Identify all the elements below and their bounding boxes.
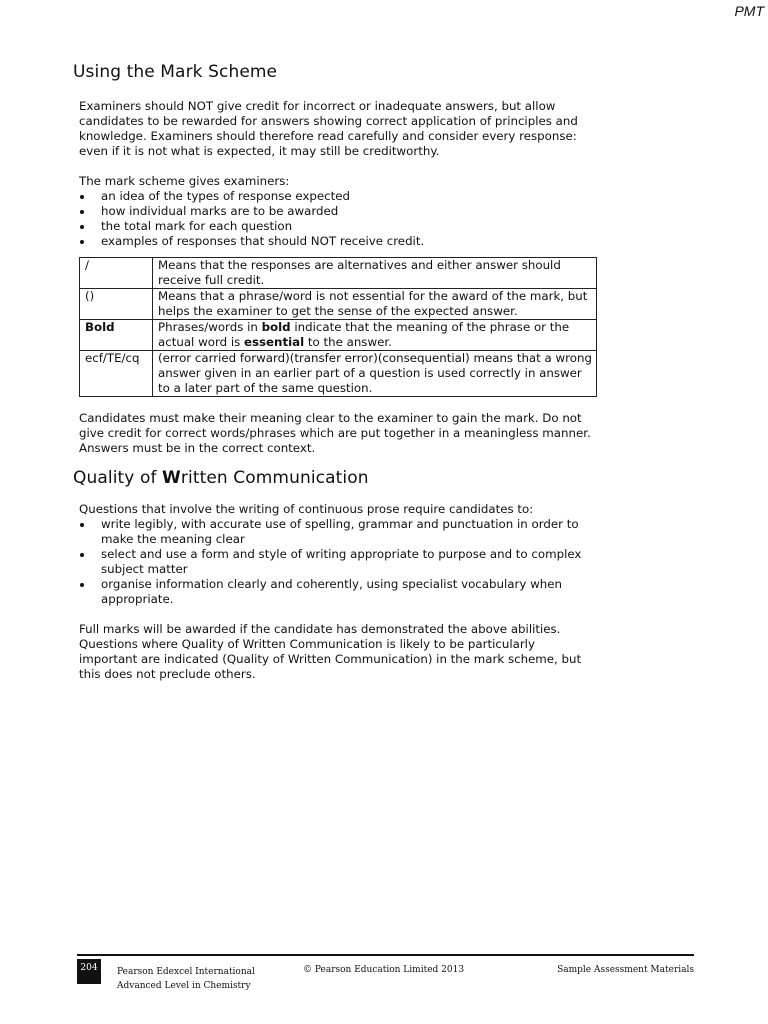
page-footer bbox=[77, 954, 694, 991]
heading-text: Quality of bbox=[73, 468, 163, 488]
symbols-table bbox=[79, 257, 597, 397]
meaning-text: to the answer. bbox=[304, 335, 392, 349]
mark-scheme-intro: The mark scheme gives examiners: bbox=[79, 174, 290, 188]
table-row bbox=[80, 258, 597, 289]
page-content bbox=[73, 62, 593, 682]
list-item: select and use a form and style of writing appropriate to purpose and to complex subject matter bbox=[79, 547, 593, 577]
table-row bbox=[80, 320, 597, 351]
meaning-cell: (error carried forward)(transfer error)(consequential) means that a wrong answer given in an earlier part of a question is used correctly in answer to a later part of the same question. bbox=[153, 351, 597, 397]
publisher-block bbox=[117, 965, 255, 993]
section-heading-qwc bbox=[73, 468, 593, 488]
qwc-intro: Questions that involve the writing of continuous prose require candidates to: bbox=[79, 502, 534, 516]
list-item: the total mark for each question bbox=[79, 219, 593, 234]
meaning-text: indicate that the meaning of the phrase or the actual word is bbox=[158, 320, 570, 349]
heading-text: ritten Communication bbox=[180, 468, 369, 488]
qwc-list bbox=[79, 517, 593, 607]
symbol-cell: ecf/TE/cq bbox=[80, 351, 153, 397]
table-row bbox=[80, 351, 597, 397]
symbol-cell: Bold bbox=[80, 320, 153, 351]
list-item: an idea of the types of response expected bbox=[79, 189, 593, 204]
symbol-cell: / bbox=[80, 258, 153, 289]
meaning-cell bbox=[153, 320, 597, 351]
mark-scheme-list bbox=[79, 189, 593, 249]
section-heading-mark-scheme: Using the Mark Scheme bbox=[73, 62, 278, 82]
list-item: how individual marks are to be awarded bbox=[79, 204, 593, 219]
copyright-text: © Pearson Education Limited 2013 bbox=[303, 965, 465, 975]
meaning-cell: Means that the responses are alternatives and either answer should receive full credit. bbox=[153, 258, 597, 289]
list-item: write legibly, with accurate use of spelling, grammar and punctuation in order to make the meaning clear bbox=[79, 517, 593, 547]
symbol-cell: () bbox=[80, 289, 153, 320]
list-item: examples of responses that should NOT receive credit. bbox=[79, 234, 593, 249]
essential-keyword: essential bbox=[244, 335, 305, 349]
list-item: organise information clearly and coherently, using specialist vocabulary when appropriate. bbox=[79, 577, 593, 607]
pmt-corner-tag: PMT bbox=[734, 3, 764, 19]
meaning-cell: Means that a phrase/word is not essential for the award of the mark, but helps the examiner to get the sense of the expected answer. bbox=[153, 289, 597, 320]
qwc-section bbox=[79, 502, 593, 682]
full-marks-paragraph: Full marks will be awarded if the candidate has demonstrated the above abilities. bbox=[79, 622, 561, 636]
qwc-questions-paragraph: Questions where Quality of Written Communication is likely to be particularly important are indicated (Quality of Written Communication) in the mark scheme, but this does not preclude others. bbox=[79, 637, 582, 681]
publisher-line: Advanced Level in Chemistry bbox=[117, 981, 251, 991]
meaning-text: Phrases/words in bbox=[158, 320, 262, 334]
page-number: 204 bbox=[77, 959, 101, 984]
mark-scheme-section bbox=[79, 99, 593, 456]
credit-paragraph: Examiners should NOT give credit for incorrect or inadequate answers, but allow candidates to be rewarded for answers showing correct application of principles and knowledge. Examiners should therefore read carefully and consider every response: even if it is not what is expected, it may still be creditworthy. bbox=[79, 99, 578, 158]
doc-type-text: Sample Assessment Materials bbox=[557, 965, 694, 975]
meaning-paragraph: Candidates must make their meaning clear to the examiner to gain the mark. Do not give credit for correct words/phrases which are put together in a meaningless manner. Answers must be in the correct context. bbox=[79, 411, 591, 455]
heading-bold-letter: W bbox=[162, 468, 181, 488]
publisher-line: Pearson Edexcel International bbox=[117, 967, 255, 977]
bold-keyword: bold bbox=[261, 320, 291, 334]
table-row bbox=[80, 289, 597, 320]
